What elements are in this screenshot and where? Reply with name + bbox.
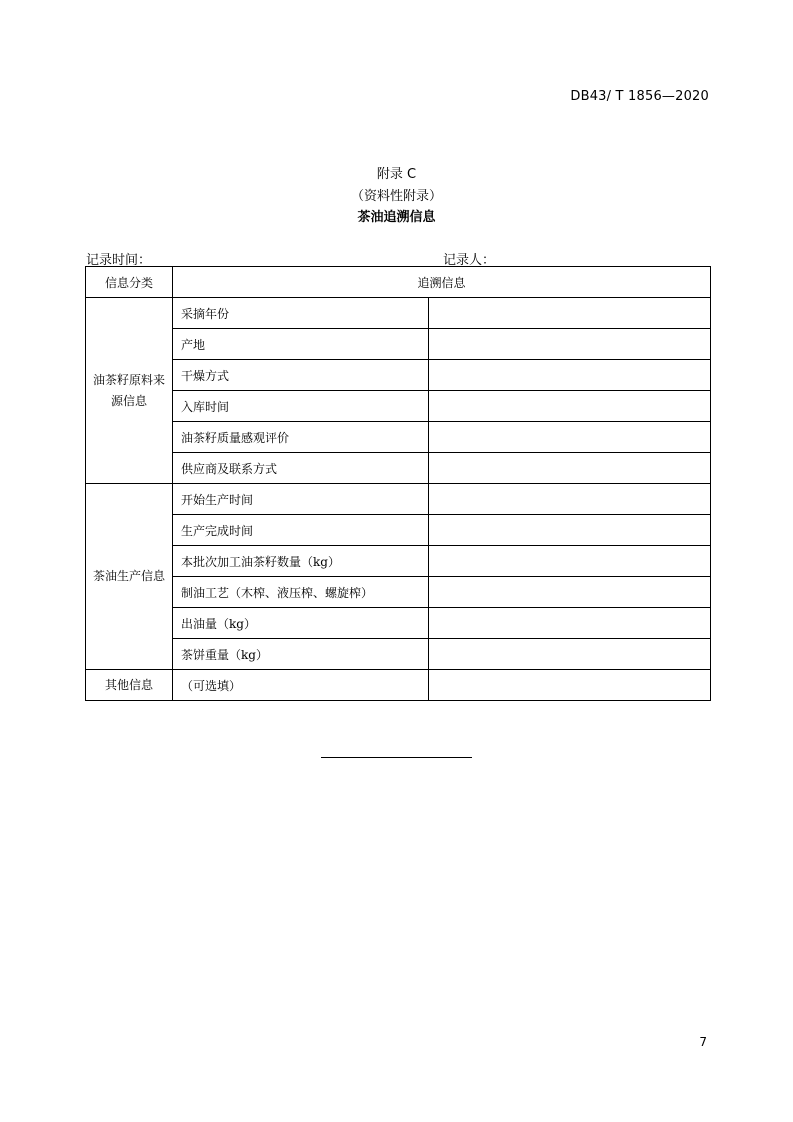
trace-info-table [85, 266, 711, 701]
value-cell[interactable] [429, 639, 711, 670]
table-row [86, 453, 711, 484]
table-row [86, 639, 711, 670]
value-cell[interactable] [429, 484, 711, 515]
item-label: 产地 [173, 329, 429, 360]
end-rule [321, 757, 472, 758]
item-label: （可选填） [173, 670, 429, 701]
table-row [86, 670, 711, 701]
value-cell[interactable] [429, 670, 711, 701]
value-cell[interactable] [429, 577, 711, 608]
category-other: 其他信息 [86, 670, 173, 701]
item-label: 入库时间 [173, 391, 429, 422]
item-label: 茶饼重量（kg） [173, 639, 429, 670]
header-category: 信息分类 [86, 267, 173, 298]
table-row [86, 422, 711, 453]
header-trace-info: 追溯信息 [173, 267, 711, 298]
item-label: 开始生产时间 [173, 484, 429, 515]
value-cell[interactable] [429, 546, 711, 577]
value-cell[interactable] [429, 515, 711, 546]
table-row [86, 329, 711, 360]
value-cell[interactable] [429, 391, 711, 422]
item-label: 生产完成时间 [173, 515, 429, 546]
table-row [86, 391, 711, 422]
value-cell[interactable] [429, 608, 711, 639]
item-label: 油茶籽质量感观评价 [173, 422, 429, 453]
record-person-label: 记录人： [443, 253, 496, 268]
table-header-row [86, 267, 711, 298]
appendix-nature: （资料性附录） [350, 189, 442, 204]
item-label: 本批次加工油茶籽数量（kg） [173, 546, 429, 577]
item-label: 采摘年份 [173, 298, 429, 329]
page-number: 7 [699, 1035, 707, 1049]
table-row [86, 360, 711, 391]
item-label: 干燥方式 [173, 360, 429, 391]
item-label: 出油量（kg） [173, 608, 429, 639]
table-row [86, 298, 711, 329]
record-time-label: 记录时间： [86, 253, 152, 268]
item-label: 供应商及联系方式 [173, 453, 429, 484]
table-row [86, 546, 711, 577]
value-cell[interactable] [429, 329, 711, 360]
table-row [86, 515, 711, 546]
value-cell[interactable] [429, 360, 711, 391]
appendix-label: 附录 C [376, 167, 417, 182]
table-row [86, 484, 711, 515]
value-cell[interactable] [429, 298, 711, 329]
item-label: 制油工艺（木榨、液压榨、螺旋榨） [173, 577, 429, 608]
table-row [86, 608, 711, 639]
value-cell[interactable] [429, 422, 711, 453]
appendix-title: 茶油追溯信息 [357, 210, 436, 225]
table-row [86, 577, 711, 608]
standard-code: DB43/ T 1856—2020 [570, 89, 709, 104]
category-raw-material: 油茶籽原料来源信息 [86, 298, 173, 484]
category-production: 茶油生产信息 [86, 484, 173, 670]
value-cell[interactable] [429, 453, 711, 484]
